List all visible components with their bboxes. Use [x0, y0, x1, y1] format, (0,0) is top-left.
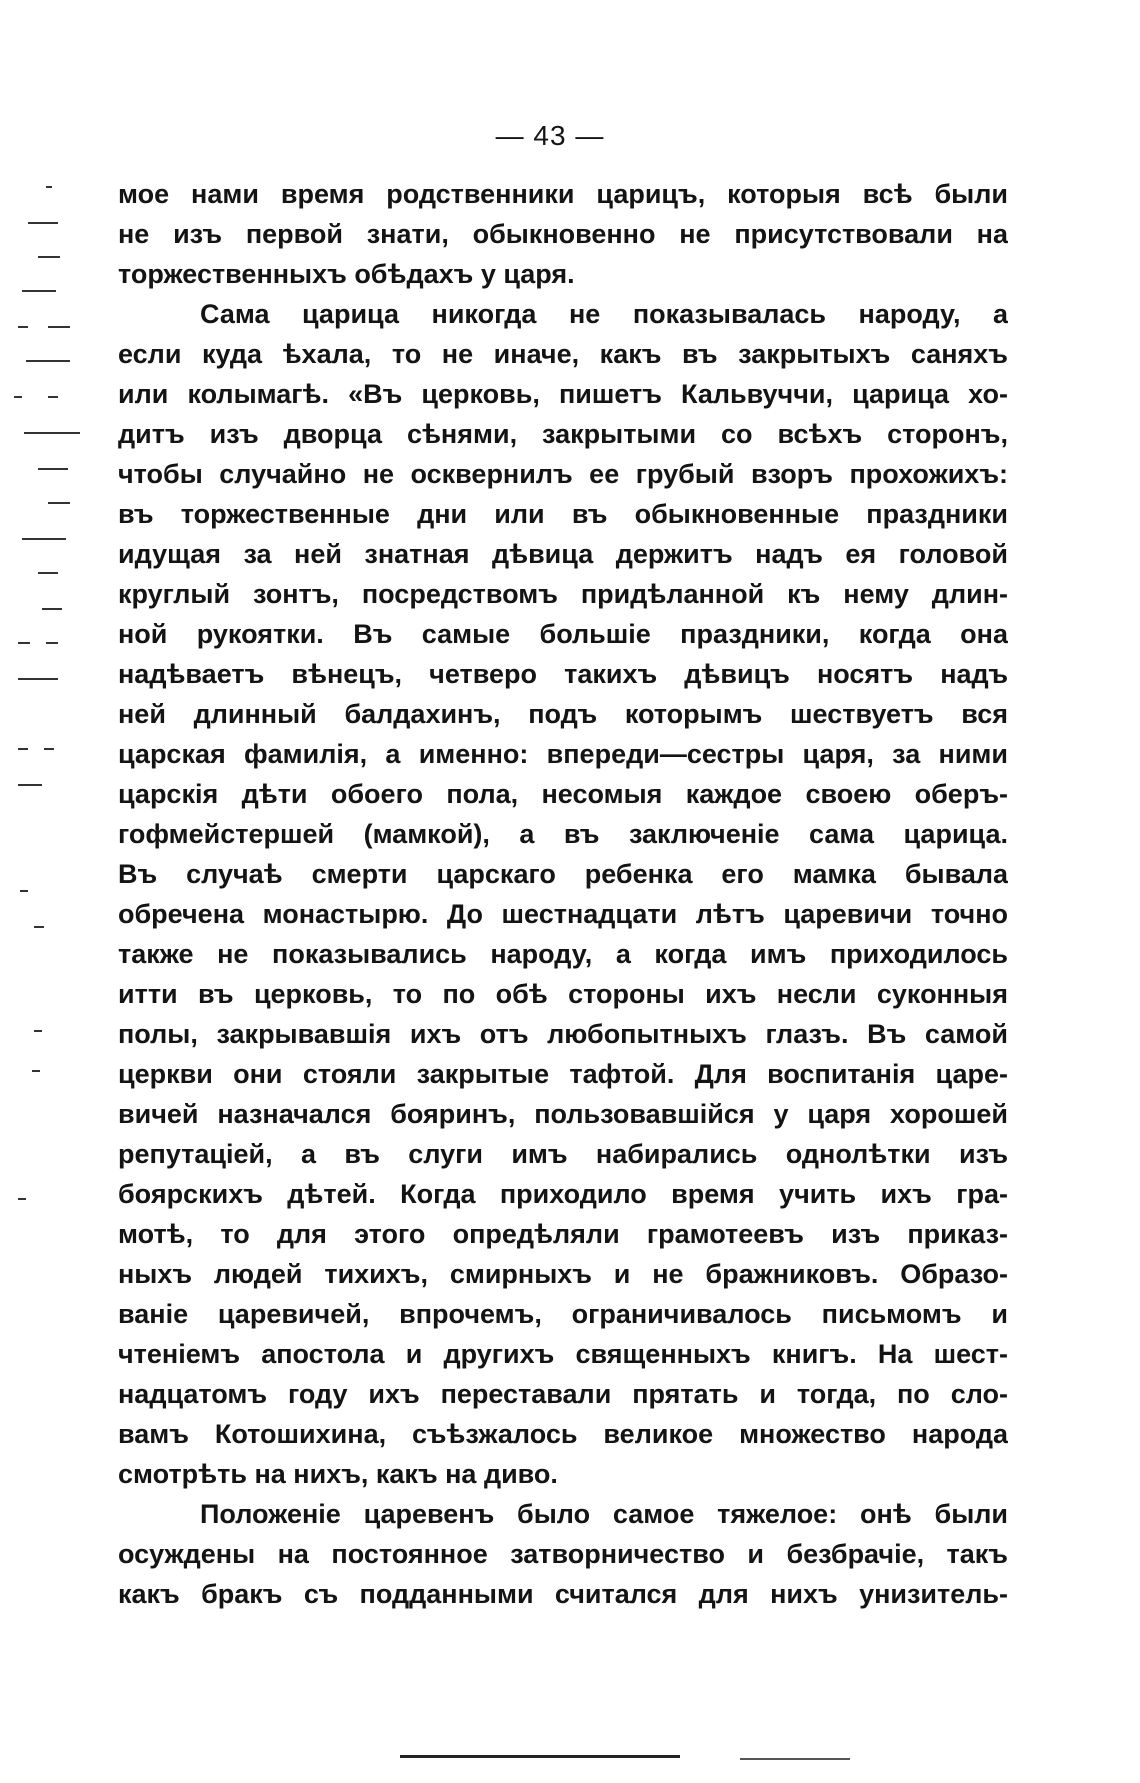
text-line: итти въ церковь, то по обѣ стороны ихъ несли суконныя: [118, 979, 1008, 1009]
text-line: чтобы случайно не осквернилъ ее грубый взоръ прохожихъ:: [118, 459, 1008, 489]
text-line: круглый зонтъ, посредствомъ придѣланной къ нему длин-: [118, 579, 1008, 609]
text-line: репутаціей, а въ слуги имъ набирались однолѣтки изъ: [118, 1139, 1008, 1169]
bottom-rule-short: [740, 1758, 850, 1760]
text-line: какъ бракъ съ подданными считался для нихъ унизитель-: [118, 1579, 1008, 1609]
text-line: чтеніемъ апостола и другихъ священныхъ книгъ. На шест-: [118, 1339, 1008, 1369]
text-line: также не показывались народу, а когда имъ приходилось: [118, 939, 1008, 969]
text-line: дитъ изъ дворца сѣнями, закрытыми со всѣхъ сторонъ,: [118, 419, 1008, 449]
text-line: мое нами время родственники царицъ, которыя всѣ были: [118, 179, 1008, 209]
text-line: царскія дѣти обоего пола, несомыя каждое своею оберъ-: [118, 779, 1008, 809]
margin-bleed-marks: [8, 180, 78, 1180]
text-line: гофмейстершей (мамкой), а въ заключеніе сама царица.: [118, 819, 1008, 849]
text-line: торжественныхъ обѣдахъ у царя.: [118, 259, 575, 289]
text-line: надцатомъ году ихъ переставали прятать и тогда, по сло-: [118, 1379, 1008, 1409]
text-line: въ торжественные дни или въ обыкновенные праздники: [118, 499, 1008, 529]
text-line: мотѣ, то для этого опредѣляли грамотеевъ изъ приказ-: [118, 1219, 1008, 1249]
text-line: Сама царица никогда не показывалась народу, а: [200, 299, 1008, 329]
body-text: [118, 174, 1008, 1614]
text-line: ныхъ людей тихихъ, смирныхъ и не бражниковъ. Образо-: [118, 1259, 1008, 1289]
text-line: обречена монастырю. До шестнадцати лѣтъ царевичи точно: [118, 899, 1008, 929]
text-line: Въ случаѣ смерти царскаго ребенка его мамка бывала: [118, 859, 1008, 889]
text-line: полы, закрывавшія ихъ отъ любопытныхъ глазъ. Въ самой: [118, 1019, 1008, 1049]
text-line: надѣваетъ вѣнецъ, четверо такихъ дѣвицъ носятъ надъ: [118, 659, 1008, 689]
text-line: осуждены на постоянное затворничество и безбрачіе, такъ: [118, 1539, 1008, 1569]
text-line: ней длинный балдахинъ, подъ которымъ шествуетъ вся: [118, 699, 1008, 729]
page-number: — 43 —: [495, 120, 605, 151]
text-line: не изъ первой знати, обыкновенно не присутствовали на: [118, 219, 1008, 249]
text-line: церкви они стояли закрытые тафтой. Для воспитанія царе-: [118, 1059, 1008, 1089]
text-line: смотрѣть на нихъ, какъ на диво.: [118, 1459, 558, 1489]
text-line: или колымагѣ. «Въ церковь, пишетъ Кальвуччи, царица хо-: [118, 379, 1008, 409]
text-line: царская фамилія, а именно: впереди—сестры царя, за ними: [118, 739, 1008, 769]
bottom-rule: [400, 1755, 680, 1758]
text-line: ваніе царевичей, впрочемъ, ограничивалось письмомъ и: [118, 1299, 1008, 1329]
text-line: боярскихъ дѣтей. Когда приходило время учить ихъ гра-: [118, 1179, 1008, 1209]
text-line: вичей назначался бояринъ, пользовавшійся у царя хорошей: [118, 1099, 1008, 1129]
text-line: Положеніе царевенъ было самое тяжелое: онѣ были: [200, 1499, 1008, 1529]
text-line: вамъ Котошихина, съѣзжалось великое множество народа: [118, 1419, 1008, 1449]
text-line: если куда ѣхала, то не иначе, какъ въ закрытыхъ саняхъ: [118, 339, 1008, 369]
text-line: идущая за ней знатная дѣвица держитъ надъ ея головой: [118, 539, 1008, 569]
text-line: ной рукоятки. Въ самые большіе праздники, когда она: [118, 619, 1008, 649]
